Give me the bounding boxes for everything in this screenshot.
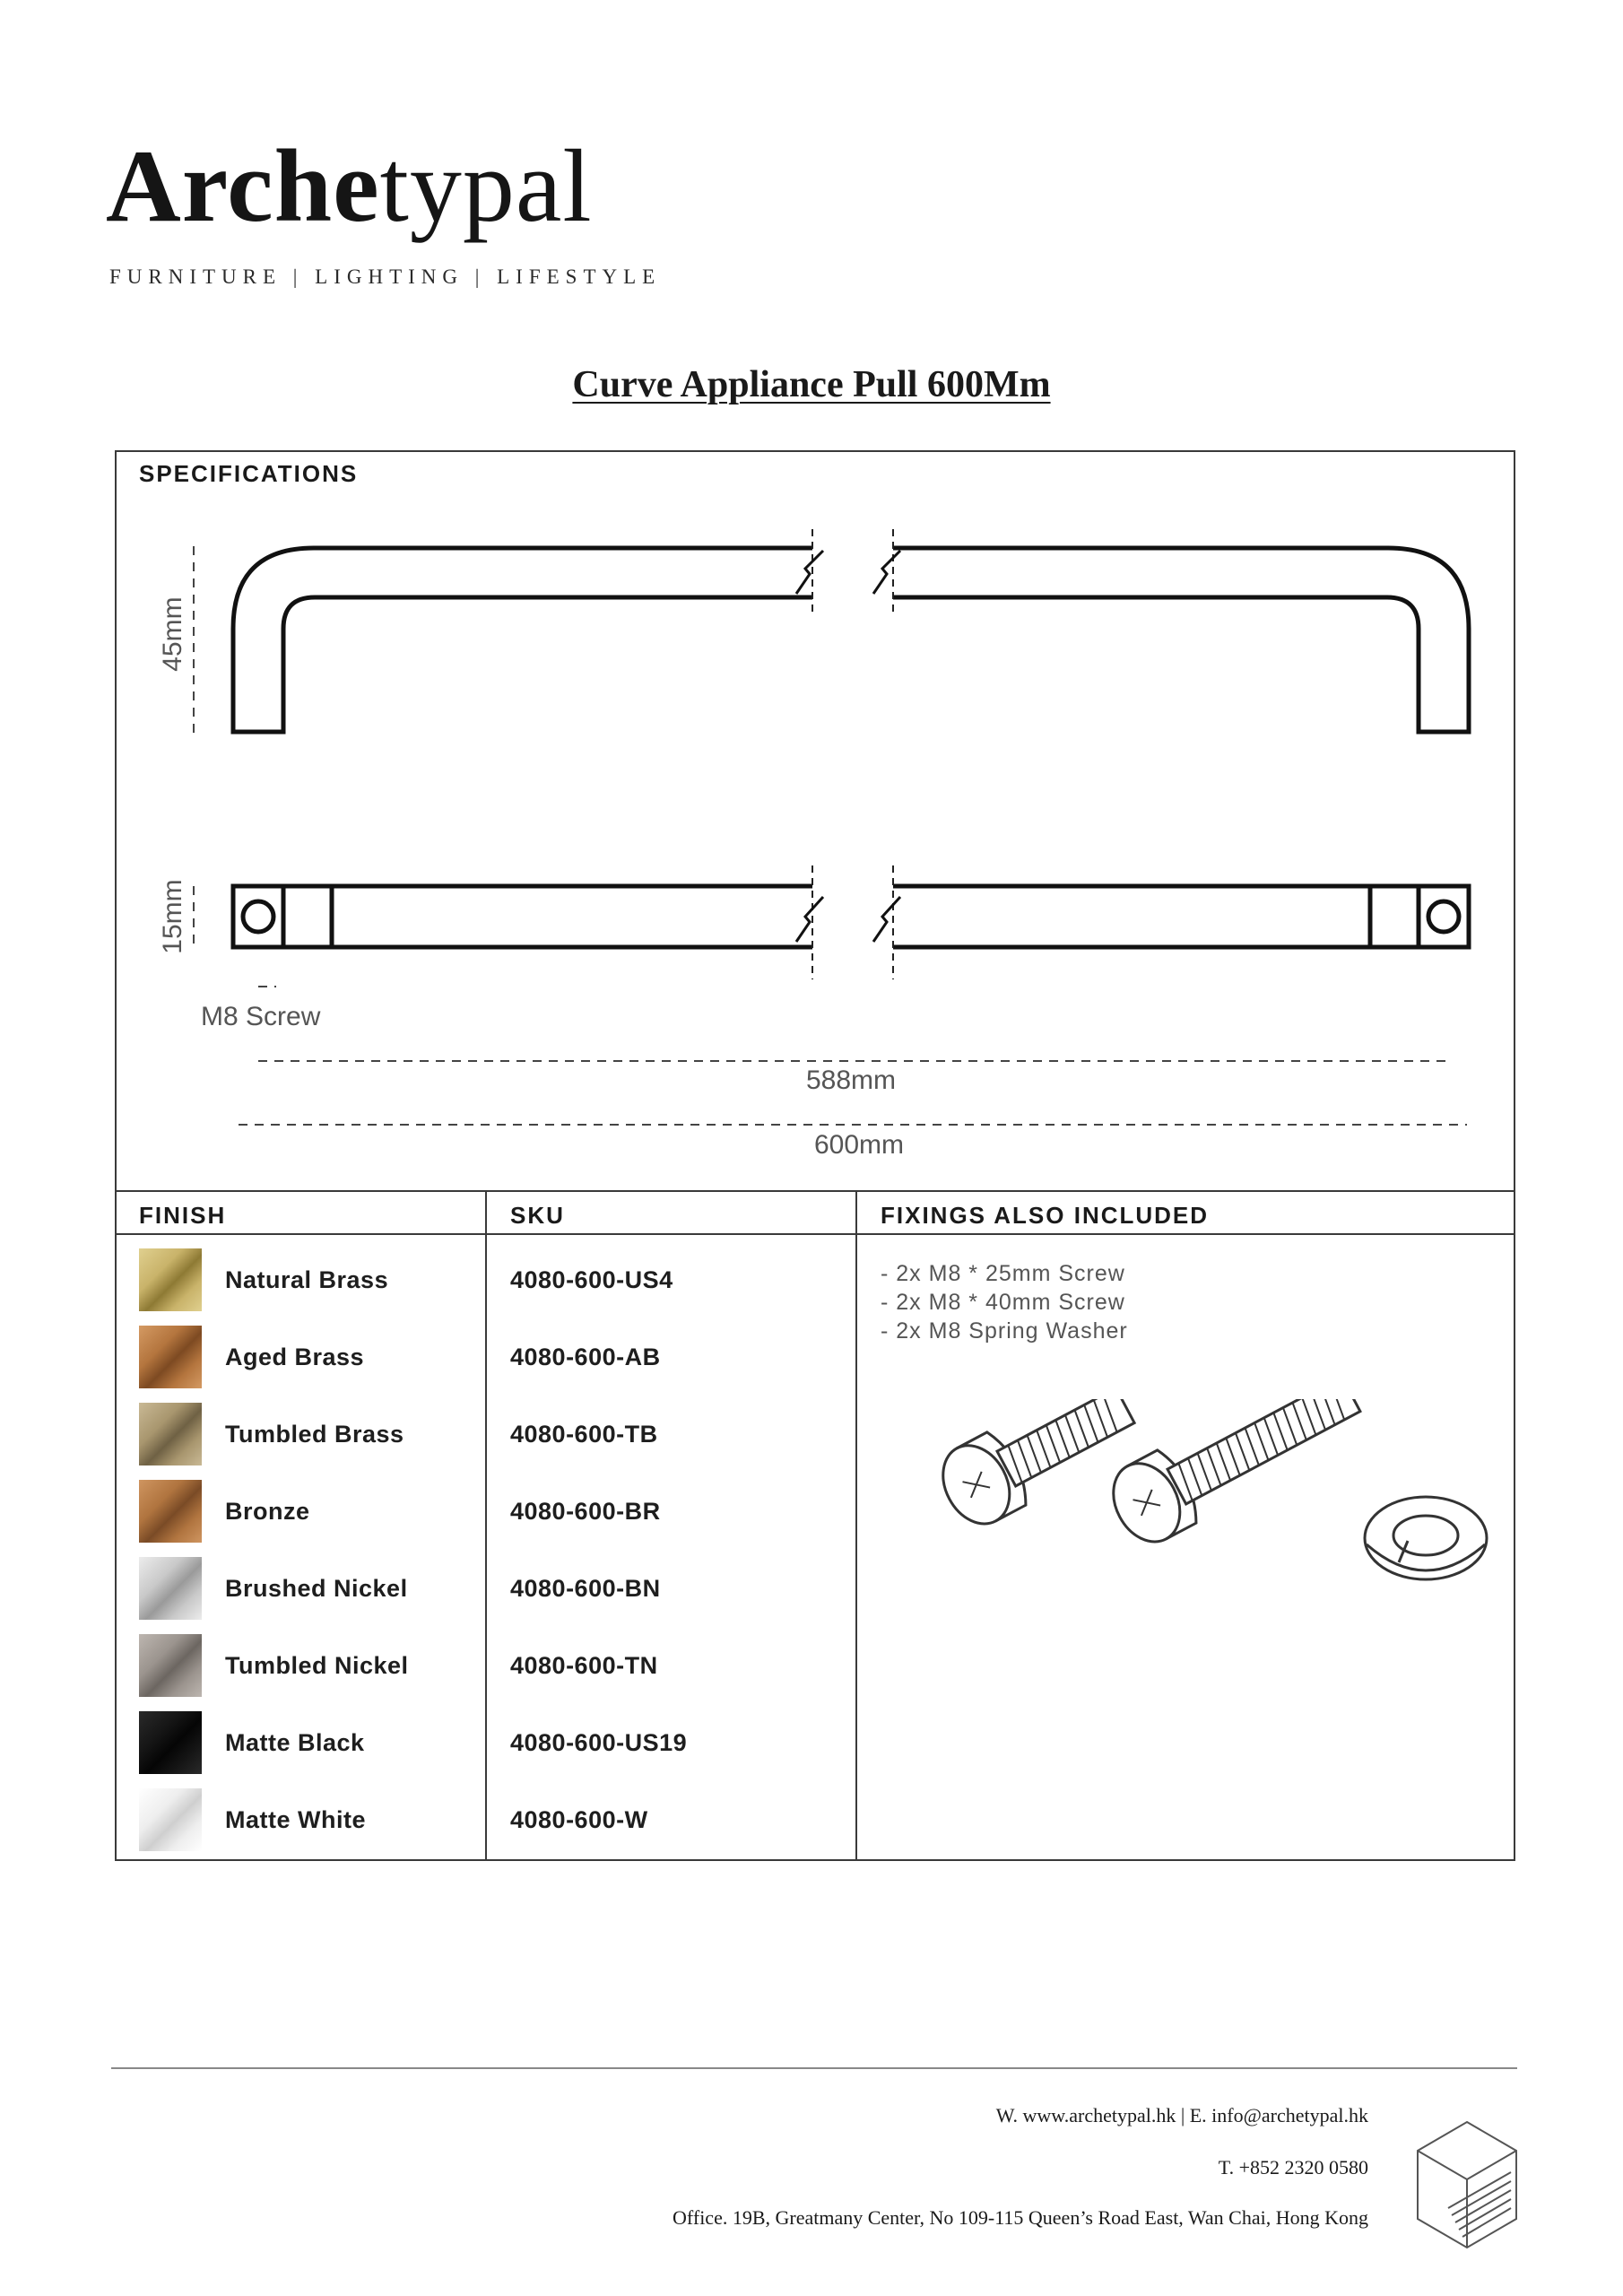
finish-row <box>139 1480 471 1543</box>
screw-label: M8 Screw <box>201 1002 321 1031</box>
finish-swatch <box>139 1248 202 1311</box>
page-title: Curve Appliance Pull 600Mm <box>572 364 1051 405</box>
sku-code: 4080-600-US4 <box>510 1266 673 1293</box>
finish-swatch <box>139 1634 202 1697</box>
finish-name: Tumbled Nickel <box>225 1652 409 1679</box>
finish-row <box>139 1711 471 1774</box>
table-column-divider <box>485 1190 487 1861</box>
finish-swatch <box>139 1711 202 1774</box>
sku-code: 4080-600-US19 <box>510 1729 688 1756</box>
finish-row <box>139 1403 471 1465</box>
finish-name: Natural Brass <box>225 1266 389 1293</box>
footer-contact: W. www.archetypal.hk | E. info@archetypal.hk <box>995 2104 1368 2126</box>
sku-code: 4080-600-BN <box>510 1575 661 1602</box>
sku-code: 4080-600-TB <box>510 1421 658 1448</box>
table-column-divider <box>855 1190 857 1861</box>
screw-hole-right <box>1428 901 1459 932</box>
finish-row <box>139 1557 471 1620</box>
handle-top-right <box>893 886 1469 947</box>
fixings-illustration <box>897 1399 1488 1614</box>
fixings-column-header: FIXINGS ALSO INCLUDED <box>881 1202 1210 1229</box>
finish-swatch <box>139 1788 202 1851</box>
handle-top-left <box>233 886 812 947</box>
finish-swatch <box>139 1480 202 1543</box>
brand-tagline: FURNITURE | LIGHTING | LIFESTYLE <box>109 265 662 288</box>
brand-name-bold: Arche <box>106 129 380 244</box>
footer-address: Office. 19B, Greatmany Center, No 109-115 Queen’s Road East, Wan Chai, Hong Kong <box>673 2206 1368 2229</box>
footer-logo-icon <box>1412 2118 1522 2253</box>
footer-divider <box>111 2067 1517 2069</box>
finish-row <box>139 1788 471 1851</box>
sku-column-header: SKU <box>510 1202 565 1229</box>
fixing-item: - 2x M8 Spring Washer <box>881 1318 1128 1344</box>
handle-side-right <box>893 548 1469 732</box>
specifications-heading: SPECIFICATIONS <box>139 460 359 487</box>
sku-code: 4080-600-W <box>510 1806 648 1833</box>
finish-name: Tumbled Brass <box>225 1421 404 1448</box>
screw-hole-left <box>243 901 273 932</box>
length-dimension-label: 600mm <box>813 1130 905 1160</box>
finish-row <box>139 1248 471 1311</box>
short-screw-icon <box>930 1399 1144 1535</box>
finish-swatch <box>139 1403 202 1465</box>
finish-swatch <box>139 1326 202 1388</box>
footer-phone: T. +852 2320 0580 <box>1218 2156 1368 2179</box>
table-header-rule <box>115 1233 1515 1235</box>
brand-logo <box>106 129 593 244</box>
finish-name: Matte White <box>225 1806 366 1833</box>
finish-name: Aged Brass <box>225 1344 365 1370</box>
height-dimension-label: 45mm <box>158 596 187 672</box>
sku-code: 4080-600-BR <box>510 1498 661 1525</box>
finish-swatch <box>139 1557 202 1620</box>
table-top-rule <box>115 1190 1515 1192</box>
finish-row <box>139 1326 471 1388</box>
long-screw-icon <box>1100 1399 1370 1553</box>
finish-name: Brushed Nickel <box>225 1575 408 1602</box>
finish-name: Matte Black <box>225 1729 365 1756</box>
spring-washer-icon <box>1365 1497 1487 1579</box>
depth-dimension-label: 15mm <box>158 879 187 954</box>
finish-name: Bronze <box>225 1498 310 1525</box>
handle-side-left <box>233 548 812 732</box>
centers-dimension-label: 588mm <box>805 1065 897 1095</box>
finish-column-header: FINISH <box>139 1202 227 1229</box>
fixing-item: - 2x M8 * 25mm Screw <box>881 1261 1125 1286</box>
sku-code: 4080-600-TN <box>510 1652 658 1679</box>
sku-code: 4080-600-AB <box>510 1344 661 1370</box>
finish-row <box>139 1634 471 1697</box>
fixing-item: - 2x M8 * 40mm Screw <box>881 1290 1125 1315</box>
brand-name-light: typal <box>379 129 593 244</box>
